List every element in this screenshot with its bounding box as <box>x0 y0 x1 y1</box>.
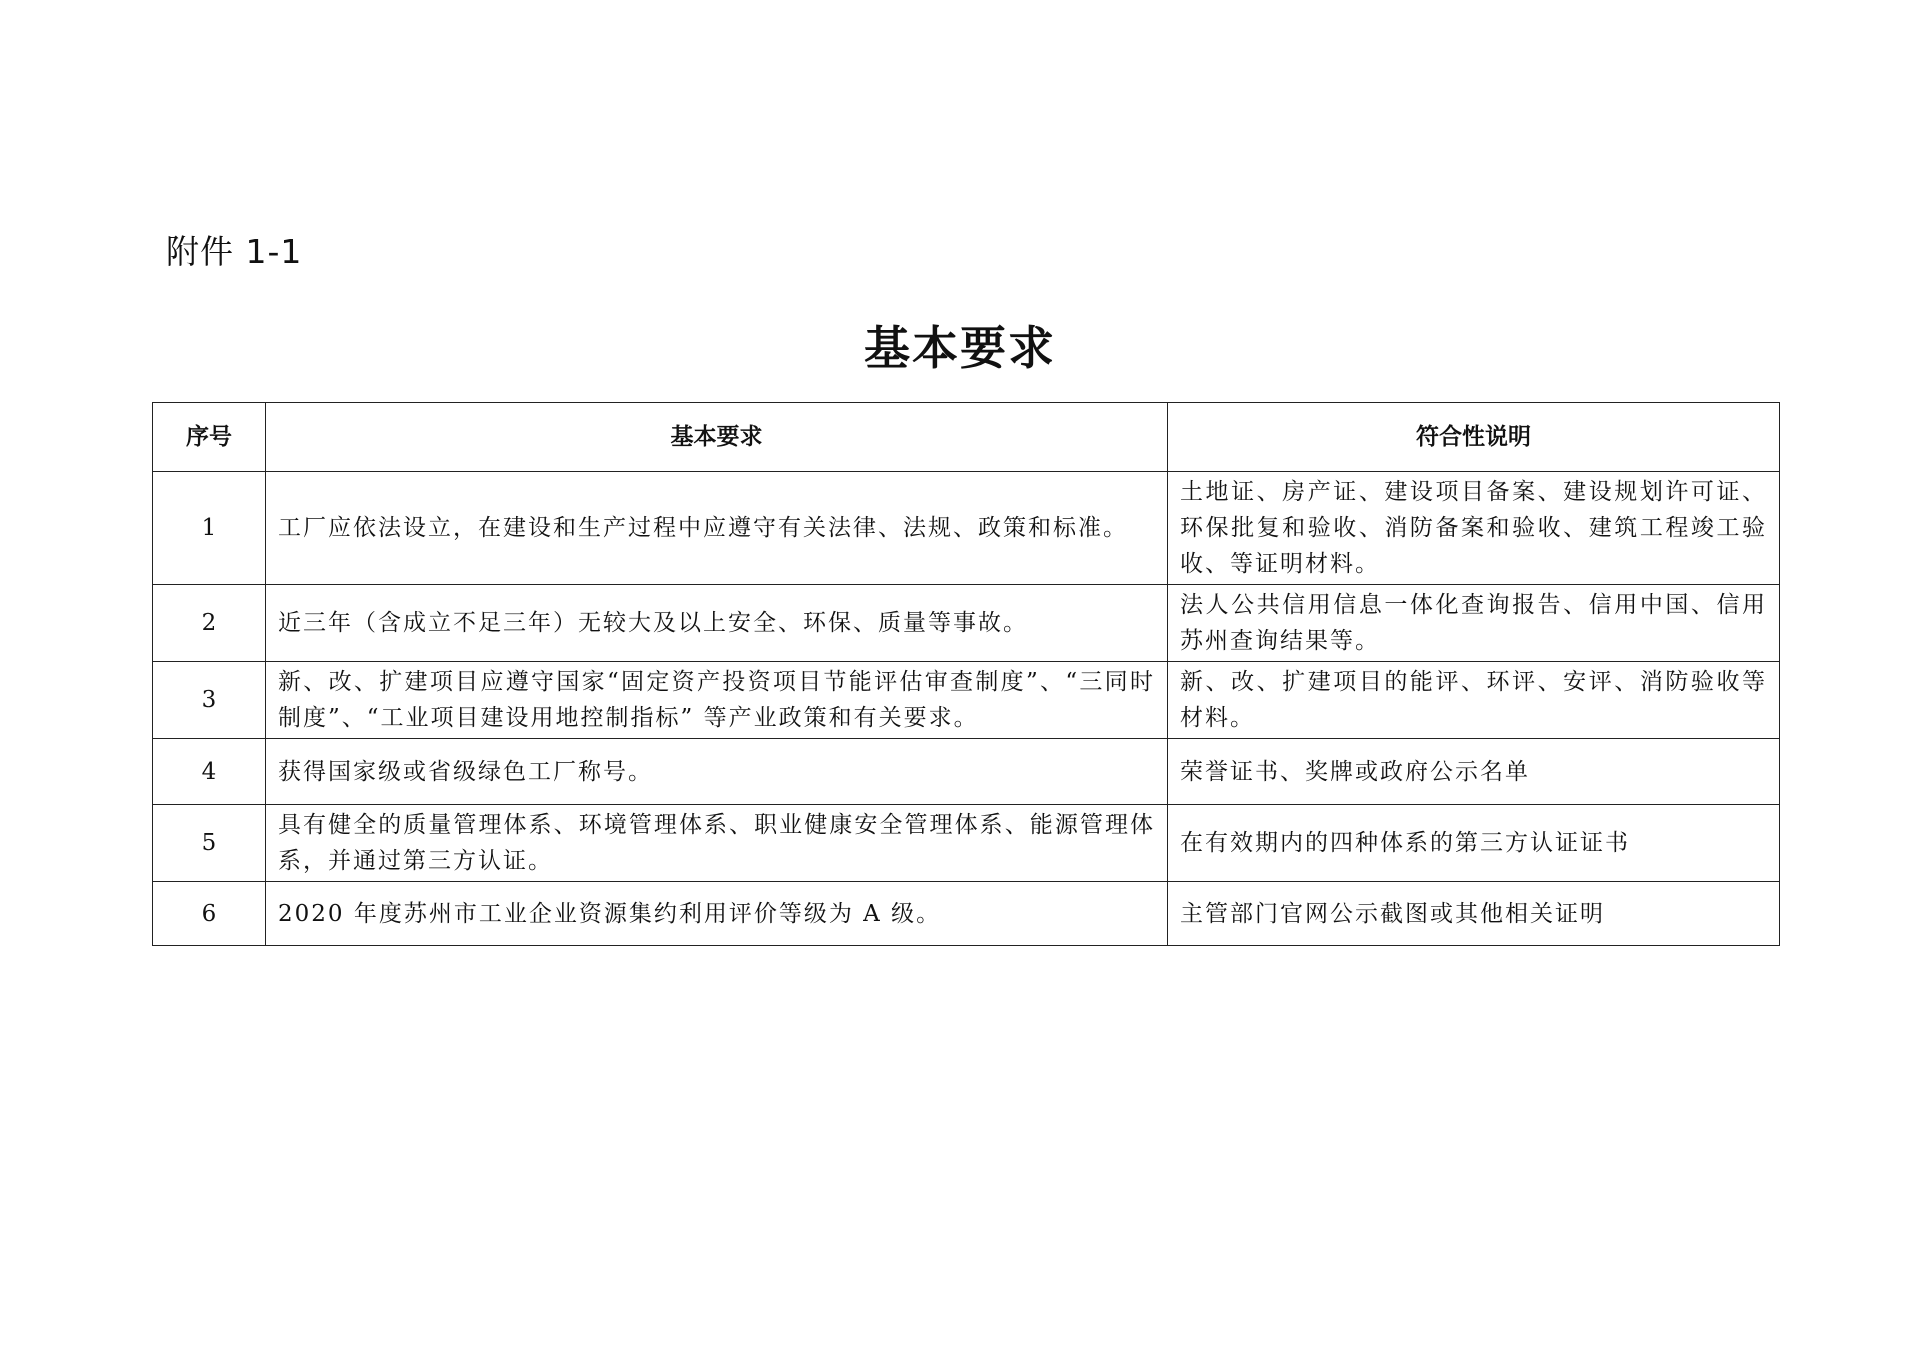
row-compliance: 土地证、房产证、建设项目备案、建设规划许可证、环保批复和验收、消防备案和验收、建筑工程竣工验收、等证明材料。 <box>1168 472 1780 585</box>
row-requirement: 新、改、扩建项目应遵守国家“固定资产投资项目节能评估审查制度”、“三同时制度”、“工业项目建设用地控制指标” 等产业政策和有关要求。 <box>266 662 1168 739</box>
row-requirement: 具有健全的质量管理体系、环境管理体系、职业健康安全管理体系、能源管理体系，并通过第三方认证。 <box>266 805 1168 882</box>
row-num: 2 <box>153 585 266 662</box>
header-requirement: 基本要求 <box>266 403 1168 472</box>
header-compliance: 符合性说明 <box>1168 403 1780 472</box>
table-row <box>153 472 1780 585</box>
header-num: 序号 <box>153 403 266 472</box>
attachment-label: 附件 1-1 <box>166 232 303 271</box>
table-header-row <box>153 403 1780 472</box>
row-num: 1 <box>153 472 266 585</box>
row-num: 5 <box>153 805 266 882</box>
row-num: 3 <box>153 662 266 739</box>
row-compliance: 法人公共信用信息一体化查询报告、信用中国、信用苏州查询结果等。 <box>1168 585 1780 662</box>
row-compliance: 荣誉证书、奖牌或政府公示名单 <box>1168 739 1780 805</box>
row-requirement: 工厂应依法设立，在建设和生产过程中应遵守有关法律、法规、政策和标准。 <box>266 472 1168 585</box>
row-requirement: 2020 年度苏州市工业企业资源集约利用评价等级为 A 级。 <box>266 882 1168 946</box>
requirements-table <box>152 402 1780 946</box>
table-row <box>153 805 1780 882</box>
table-row <box>153 585 1780 662</box>
row-compliance: 主管部门官网公示截图或其他相关证明 <box>1168 882 1780 946</box>
row-requirement: 获得国家级或省级绿色工厂称号。 <box>266 739 1168 805</box>
table-row <box>153 662 1780 739</box>
page-title: 基本要求 <box>864 321 1056 375</box>
row-requirement: 近三年（含成立不足三年）无较大及以上安全、环保、质量等事故。 <box>266 585 1168 662</box>
row-num: 4 <box>153 739 266 805</box>
row-compliance: 在有效期内的四种体系的第三方认证证书 <box>1168 805 1780 882</box>
table-row <box>153 739 1780 805</box>
row-compliance: 新、改、扩建项目的能评、环评、安评、消防验收等材料。 <box>1168 662 1780 739</box>
table-row <box>153 882 1780 946</box>
row-num: 6 <box>153 882 266 946</box>
